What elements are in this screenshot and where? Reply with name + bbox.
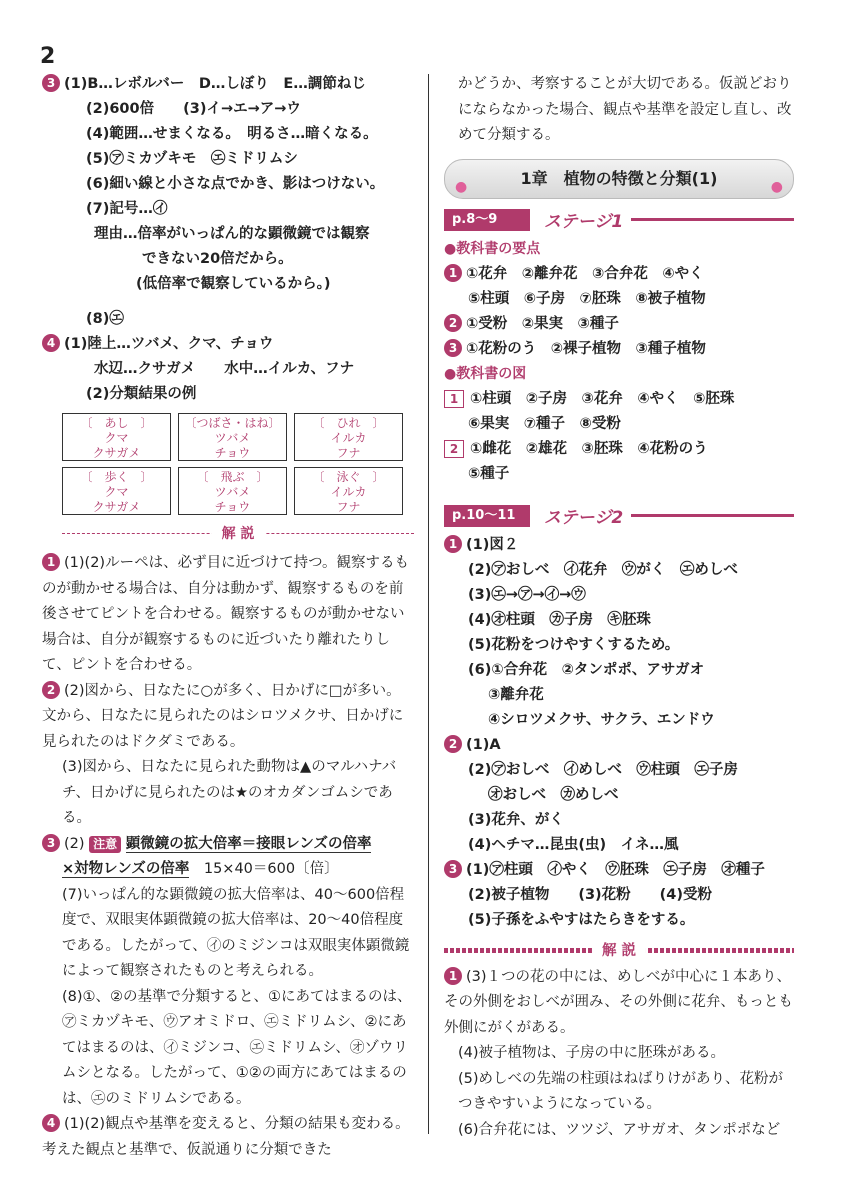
s2-line: (2)㋐おしべ ㋑めしべ ㋒柱頭 ㋓子房 [468,761,738,778]
grid-cell: 〔 飛ぶ 〕 ツバメ チョウ [178,467,287,515]
right-explanation-line: (5)めしべの先端の柱頭はねばりけがあり、花粉がつきやすいようになっている。 [458,1070,784,1112]
page-number: 2 [40,44,56,69]
stage-2-header: p.10〜11 ステージ2 [444,505,794,527]
pin-icon: ● [770,178,783,195]
kaisetsu-header-right: 解 説 [444,939,794,961]
stage-1-header: p.8〜9 ステージ1 [444,209,794,231]
grid-cell: 〔 泳ぐ 〕 イルカ フナ [294,467,403,515]
explanation-2: 2 (2)図から、日なたに○が多く、日かげに□が多い。文から、日なたに見られたのはシロツメクサ、日かげに見られたのはドクダミである。 [42,682,404,750]
s1-line-1: 1 (1)図２ [444,533,794,558]
zu-2-line-2: ⑤種子 [468,465,510,482]
s2-line: (4)ヘチマ…昆虫(虫) イネ…風 [468,836,679,853]
answer-4-line-1: 4 (1)陸上…ツバメ、クマ、チョウ [42,332,414,357]
s1-line: ③離弁花 [488,686,544,703]
s1-line: (6)①合弁花 ②タンポポ、アサガオ [468,661,705,678]
zu-1-line-2: ⑥果実 ⑦種子 ⑧受粉 [468,415,621,432]
s1-line: (5)花粉をつけやすくするため。 [468,636,680,653]
explanation-3-8: (8)①、②の基準で分類すると、①にあてはまるのは、㋐ミカヅキモ、㋒アオミドロ、㋓ミドリムシ、②にあてはまるのは、㋑ミジンコ、㋓ミドリムシ、㋔ゾウリムシとなる。したがって、①②の両方にあてはまるのは、㋓のミドリムシである。 [62,988,412,1107]
youten-1-line-2: ⑤柱頭 ⑥子房 ⑦胚珠 ⑧被子植物 [468,290,706,307]
right-explanation-line: (6)合弁花には、ツツジ、アサガオ、タンポポなど [458,1121,781,1138]
classification-grid [62,413,414,515]
s3-line: (2)被子植物 (3)花粉 (4)受粉 [468,886,713,903]
s3-line-1: 3 (1)㋐柱頭 ㋑やく ㋒胚珠 ㋓子房 ㋔種子 [444,858,794,883]
grid-cell: 〔 歩く 〕 クマ クサガメ [62,467,171,515]
answer-line: (2)600倍 (3)イ→エ→ア→ウ [86,101,301,117]
grid-cell: 〔 ひれ 〕 イルカ フナ [294,413,403,461]
explanation-number: 1 [42,553,60,571]
explanation-number: 4 [42,1114,60,1132]
s1-line: (3)㋓→㋐→㋑→㋒ [468,586,586,603]
s2-line: ㋔おしべ ㋕めしべ [488,786,619,803]
left-column [42,72,414,1163]
zu-heading: ●教科書の図 [444,365,527,382]
answer-line: (5)㋐ミカヅキモ ㋓ミドリムシ [86,151,298,167]
s3-line: (5)子孫をふやすはたらきをする。 [468,911,695,928]
answer-line: (7)記号…㋑ [86,201,168,217]
s1-line: (4)㋔柱頭 ㋕子房 ㋖胚珠 [468,611,651,628]
pin-icon: ● [455,178,468,195]
right-column [444,72,794,1143]
s1-line: ④シロツメクサ、サクラ、エンドウ [488,711,715,728]
answer-line: (4)範囲…せまくなる。 明るさ…暗くなる。 [86,126,378,142]
column-divider [428,74,429,1134]
s2-line-1: 2 (1)A [444,733,794,758]
answer-3-line-1: 3 (1)B…レボルバー D…しぼり E…調節ねじ [42,72,414,97]
continued-text: かどうか、考察することが大切である。仮説どおりにならなかった場合、観点や基準を設定し直し、改めて分類する。 [458,76,792,143]
youten-3: 3 ①花粉のう ②裸子植物 ③種子植物 [444,337,794,362]
youten-heading: ●教科書の要点 [444,240,541,257]
explanation-3: 3 (2) 注意 顕微鏡の拡大倍率＝接眼レンズの倍率 ×対物レンズの倍率 15×40＝600〔倍〕 [42,832,414,883]
explanation-number: 3 [42,834,60,852]
answer-line: できない20倍だから。 [142,251,293,267]
s1-line: (2)㋐おしべ ㋑花弁 ㋒がく ㋓めしべ [468,561,738,578]
answer-line: 理由…倍率がいっぱん的な顕微鏡では観察 [94,226,370,242]
answer-line: 水辺…クサガメ 水中…イルカ、フナ [94,361,355,377]
answer-line: (低倍率で観察しているから。) [136,276,331,292]
explanation-2-3: (3)図から、日なたに見られた動物は▲のマルハナバチ、日かげに見られたのは★のオカダンゴムシである。 [62,759,397,826]
grid-cell: 〔 あし 〕 クマ クサガメ [62,413,171,461]
grid-cell: 〔つばさ・はね〕 ツバメ チョウ [178,413,287,461]
answer-number: 3 [42,74,60,92]
explanation-3-7: (7)いっぱん的な顕微鏡の拡大倍率は、40〜600倍程度で、双眼実体顕微鏡の拡大倍率は、20〜40倍程度である。したがって、㋑のミジンコは双眼実体顕微鏡によって観察されたものと考えられる。 [62,886,410,979]
caution-badge: 注意 [89,836,121,853]
right-explanation-1: 1 (3)１つの花の中には、めしべが中心に１本あり、その外側をおしべが囲み、その外側に花弁、もっとも外側にがくがある。 [444,968,793,1036]
s2-line: (3)花弁、がく [468,811,564,828]
youten-1: 1 ①花弁 ②離弁花 ③合弁花 ④やく [444,262,794,287]
explanation-number: 2 [42,681,60,699]
answer-number: 4 [42,334,60,352]
kaisetsu-header: 解 説 [62,523,414,545]
youten-2: 2 ①受粉 ②果実 ③種子 [444,312,794,337]
answer-line: (6)細い線と小さな点でかき、影はつけない。 [86,176,385,192]
chapter-title: ● 1章 植物の特徴と分類(1) ● [444,159,794,199]
zu-2: 2 ①雌花 ②雄花 ③胚珠 ④花粉のう [444,437,794,462]
zu-1: 1 ①柱頭 ②子房 ③花弁 ④やく ⑤胚珠 [444,387,794,412]
right-explanation-line: (4)被子植物は、子房の中に胚珠がある。 [458,1045,726,1061]
explanation-1: 1 (1)(2)ルーペは、必ず目に近づけて持つ。観察するものが動かせる場合は、自分は動かず、観察するものを前後させてピントを合わせる。観察するものが動かせない場合は、自分が観察するものに近づいたり離れたりして、ピントを合わせる。 [42,555,409,673]
explanation-4: 4 (1)(2)観点や基準を変えると、分類の結果も変わる。考えた観点と基準で、仮説通りに分類できた [42,1116,410,1158]
answer-line: (8)㋓ [86,311,124,327]
answer-line: (2)分類結果の例 [86,386,197,402]
